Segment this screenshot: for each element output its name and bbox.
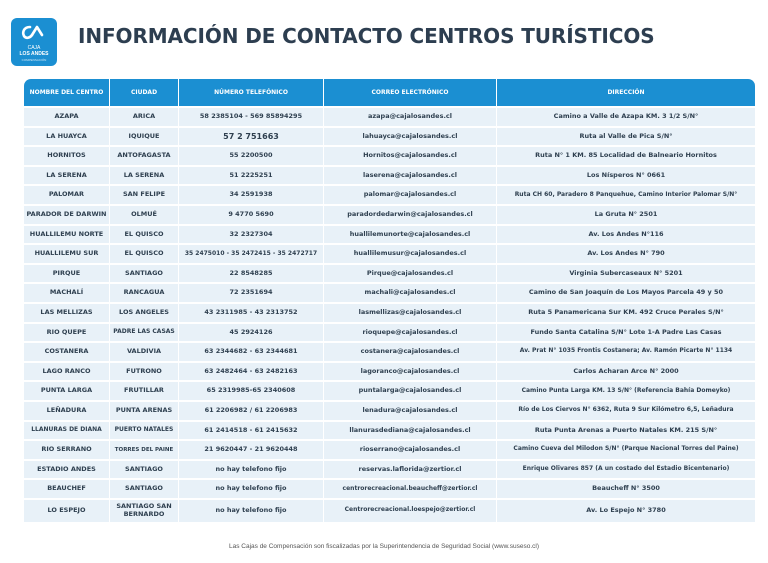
phone: 55 2200500 (179, 145, 324, 165)
center-name: MACHALÍ (24, 282, 110, 302)
phone: 57 2 751663 (179, 126, 324, 146)
phone: 35 2475010 - 35 2472415 - 35 2472717 (179, 243, 324, 263)
phone: 61 2414518 - 61 2415632 (179, 420, 324, 440)
table-row (24, 361, 755, 381)
phone: 32 2327304 (179, 224, 324, 244)
city: EL QUISCO (110, 243, 179, 263)
table-row (24, 204, 755, 224)
email: Pirque@cajalosandes.cl (324, 263, 497, 283)
phone: 72 2351694 (179, 282, 324, 302)
center-name: LAGO RANCO (24, 361, 110, 381)
phone: 63 2344682 - 63 2344681 (179, 341, 324, 361)
table-row (24, 263, 755, 283)
phone: 22 8548285 (179, 263, 324, 283)
email: centrorecreacional.beaucheff@zertior.cl (324, 478, 497, 498)
address: Virginia Subercaseaux N° 5201 (497, 263, 755, 283)
address: Av. Los Andes N°116 (497, 224, 755, 244)
center-name: LO ESPEJO (24, 498, 110, 522)
address: Camino a Valle de Azapa KM. 3 1/2 S/N° (497, 106, 755, 126)
address: Ruta Punta Arenas a Puerto Natales KM. 215 S/N° (497, 420, 755, 440)
city: PADRE LAS CASAS (110, 322, 179, 342)
email: puntalarga@cajalosandes.cl (324, 380, 497, 400)
table-row (24, 302, 755, 322)
email: rioquepe@cajalosandes.cl (324, 322, 497, 342)
logo-line-compensacion: COMPENSACIÓN (21, 58, 47, 62)
city: FRUTILLAR (110, 380, 179, 400)
address: Río de Los Ciervos N° 6362, Ruta 9 Sur Kilómetro 6,5, Leñadura (497, 400, 755, 420)
email: llanurasdediana@cajalosandes.cl (324, 420, 497, 440)
email: lenadura@cajalosandes.cl (324, 400, 497, 420)
address: Fundo Santa Catalina S/N° Lote 1-A Padre Las Casas (497, 322, 755, 342)
center-name: LA HUAYCA (24, 126, 110, 146)
email: Hornitos@cajalosandes.cl (324, 145, 497, 165)
city: PUNTA ARENAS (110, 400, 179, 420)
logo-mark-icon (20, 23, 48, 43)
address: Ruta N° 1 KM. 85 Localidad de Balneario Hornitos (497, 145, 755, 165)
city: ANTOFAGASTA (110, 145, 179, 165)
center-name: HUALLILEMU NORTE (24, 224, 110, 244)
email: rioserrano@cajalosandes.cl (324, 439, 497, 459)
city: SANTIAGO (110, 263, 179, 283)
center-name: RIO SERRANO (24, 439, 110, 459)
city: OLMUÉ (110, 204, 179, 224)
email: Centrorecreacional.loespejo@zertior.cl (324, 498, 497, 522)
header-center-name: NOMBRE DEL CENTRO (24, 79, 110, 106)
center-name: PIRQUE (24, 263, 110, 283)
contacts-table (24, 79, 755, 522)
table-row (24, 126, 755, 146)
email: huallilemusur@cajalosandes.cl (324, 243, 497, 263)
center-name: RIO QUEPE (24, 322, 110, 342)
city: SANTIAGO (110, 478, 179, 498)
city: ARICA (110, 106, 179, 126)
city: PUERTO NATALES (110, 420, 179, 440)
phone: no hay telefono fijo (179, 478, 324, 498)
table-row (24, 400, 755, 420)
email: lasmellizas@cajalosandes.cl (324, 302, 497, 322)
center-name: LA SERENA (24, 165, 110, 185)
city: TORRES DEL PAINE (110, 439, 179, 459)
address: Ruta al Valle de Pica S/N° (497, 126, 755, 146)
table-row (24, 243, 755, 263)
phone: no hay telefono fijo (179, 459, 324, 479)
phone: 9 4770 5690 (179, 204, 324, 224)
center-name: HORNITOS (24, 145, 110, 165)
phone: 58 2385104 - 569 85894295 (179, 106, 324, 126)
table-header-row (24, 79, 755, 106)
address: Ruta CH 60, Paradero 8 Panquehue, Camino Interior Palomar S/N° (497, 184, 755, 204)
center-name: LEÑADURA (24, 400, 110, 420)
table-row (24, 322, 755, 342)
center-name: PALOMAR (24, 184, 110, 204)
table-row (24, 478, 755, 498)
page-title: INFORMACIÓN DE CONTACTO CENTROS TURÍSTICOS (78, 24, 655, 48)
city: LA SERENA (110, 165, 179, 185)
city: SANTIAGO SAN BERNARDO (110, 498, 179, 522)
phone: no hay telefono fijo (179, 498, 324, 522)
header-address: DIRECCIÓN (497, 79, 755, 106)
email: machali@cajalosandes.cl (324, 282, 497, 302)
table-row (24, 459, 755, 479)
center-name: AZAPA (24, 106, 110, 126)
address: Enrique Olivares 857 (A un costado del Estadio Bicentenario) (497, 459, 755, 479)
phone: 21 9620447 - 21 9620448 (179, 439, 324, 459)
table-row (24, 224, 755, 244)
table-row (24, 380, 755, 400)
email: huallilemunorte@cajalosandes.cl (324, 224, 497, 244)
address: Camino de San Joaquín de Los Mayos Parcela 49 y 50 (497, 282, 755, 302)
table-row (24, 498, 755, 522)
table-row (24, 341, 755, 361)
header-email: CORREO ELECTRÓNICO (324, 79, 497, 106)
email: lagoranco@cajalosandes.cl (324, 361, 497, 381)
address: Camino Punta Larga KM. 13 S/N° (Referencia Bahía Domeyko) (497, 380, 755, 400)
address: Beaucheff N° 3500 (497, 478, 755, 498)
phone: 43 2311985 - 43 2313752 (179, 302, 324, 322)
city: EL QUISCO (110, 224, 179, 244)
header-phone: NÚMERO TELEFÓNICO (179, 79, 324, 106)
center-name: LLANURAS DE DIANA (24, 420, 110, 440)
footer-note: Las Cajas de Compensación son fiscalizadas por la Superintendencia de Seguridad Social (www.suseso.cl) (228, 543, 539, 550)
city: FUTRONO (110, 361, 179, 381)
phone: 34 2591938 (179, 184, 324, 204)
address: Ruta 5 Panamericana Sur KM. 492 Cruce Perales S/N° (497, 302, 755, 322)
address: Av. Los Andes N° 790 (497, 243, 755, 263)
table-row (24, 282, 755, 302)
center-name: ESTADIO ANDES (24, 459, 110, 479)
phone: 45 2924126 (179, 322, 324, 342)
email: laserena@cajalosandes.cl (324, 165, 497, 185)
logo-line-caja: CAJA (27, 45, 41, 51)
address: Av. Lo Espejo N° 3780 (497, 498, 755, 522)
address: La Gruta N° 2501 (497, 204, 755, 224)
email: azapa@cajalosandes.cl (324, 106, 497, 126)
email: palomar@cajalosandes.cl (324, 184, 497, 204)
center-name: HUALLILEMU SUR (24, 243, 110, 263)
city: SANTIAGO (110, 459, 179, 479)
brand-logo (11, 18, 57, 66)
header-city: CIUDAD (110, 79, 179, 106)
center-name: LAS MELLIZAS (24, 302, 110, 322)
email: paradordedarwin@cajalosandes.cl (324, 204, 497, 224)
city: RANCAGUA (110, 282, 179, 302)
table-row (24, 106, 755, 126)
logo-line-los-andes: LOS ANDES (19, 51, 49, 57)
city: LOS ANGELES (110, 302, 179, 322)
table-row (24, 165, 755, 185)
email: lahuayca@cajalosandes.cl (324, 126, 497, 146)
email: costanera@cajalosandes.cl (324, 341, 497, 361)
center-name: PUNTA LARGA (24, 380, 110, 400)
center-name: PARADOR DE DARWIN (24, 204, 110, 224)
address: Camino Cueva del Milodon S/N° (Parque Nacional Torres del Paine) (497, 439, 755, 459)
table-row (24, 184, 755, 204)
phone: 65 2319985-65 2340608 (179, 380, 324, 400)
email: reservas.laflorida@zertior.cl (324, 459, 497, 479)
table-row (24, 439, 755, 459)
city: SAN FELIPE (110, 184, 179, 204)
center-name: COSTANERA (24, 341, 110, 361)
center-name: BEAUCHEF (24, 478, 110, 498)
table-row (24, 420, 755, 440)
city: IQUIQUE (110, 126, 179, 146)
address: Los Nísperos N° 0661 (497, 165, 755, 185)
table-row (24, 145, 755, 165)
phone: 61 2206982 / 61 2206983 (179, 400, 324, 420)
phone: 51 2225251 (179, 165, 324, 185)
phone: 63 2482464 - 63 2482163 (179, 361, 324, 381)
address: Carlos Acharan Arce N° 2000 (497, 361, 755, 381)
city: VALDIVIA (110, 341, 179, 361)
address: Av. Prat N° 1035 Frontis Costanera; Av. Ramón Picarte N° 1134 (497, 341, 755, 361)
